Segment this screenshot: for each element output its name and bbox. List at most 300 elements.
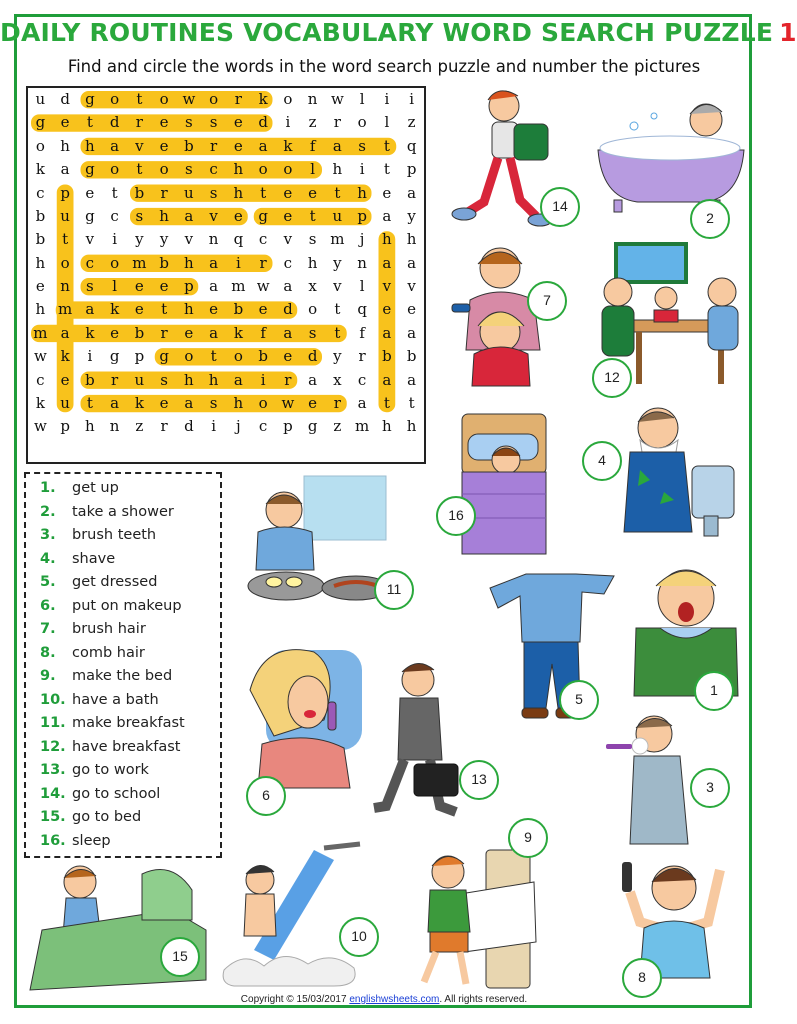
word-number: 11. xyxy=(40,715,66,731)
grid-letter[interactable]: i xyxy=(409,90,415,108)
grid-letter[interactable]: p xyxy=(283,417,293,436)
grid-letter[interactable]: n xyxy=(357,253,367,272)
grid-letter[interactable]: b xyxy=(35,230,46,249)
grid-letter[interactable]: h xyxy=(85,417,95,436)
grid-letter[interactable]: y xyxy=(159,230,169,249)
grid-letter[interactable]: b xyxy=(406,347,417,366)
grid-letter[interactable]: s xyxy=(135,206,144,225)
grid-letter[interactable]: h xyxy=(35,253,46,272)
grid-letter[interactable]: o xyxy=(209,90,219,108)
grid-letter[interactable]: e xyxy=(134,300,144,319)
word-list-item xyxy=(40,668,172,684)
grid-letter[interactable]: a xyxy=(283,277,293,295)
word-number: 8. xyxy=(40,644,56,661)
picture-sleep xyxy=(456,410,552,558)
grid-letter[interactable]: h xyxy=(233,183,244,202)
grid-letter[interactable]: e xyxy=(233,113,243,132)
grid-letter[interactable]: t xyxy=(383,160,390,179)
word-text: take a shower xyxy=(72,503,174,520)
grid-letter[interactable]: h xyxy=(184,370,194,389)
grid-letter[interactable]: u xyxy=(332,206,343,225)
word-number: 10. xyxy=(40,691,66,708)
grid-letter[interactable]: r xyxy=(135,113,143,132)
grid-letter[interactable]: t xyxy=(334,300,341,319)
grid-letter[interactable]: i xyxy=(87,347,93,366)
grid-letter[interactable]: h xyxy=(60,136,70,155)
word-number: 14. xyxy=(40,785,66,802)
word-text: brush teeth xyxy=(72,527,157,543)
grid-letter[interactable]: a xyxy=(60,323,70,342)
grid-letter[interactable]: k xyxy=(110,300,120,319)
grid-letter[interactable]: h xyxy=(233,393,244,412)
grid-letter[interactable]: z xyxy=(407,113,416,132)
grid-letter[interactable]: k xyxy=(85,323,95,342)
grid-letter[interactable]: l xyxy=(112,277,118,295)
grid-letter[interactable]: g xyxy=(85,160,95,179)
grid-letter[interactable]: c xyxy=(258,230,268,249)
grid-letter[interactable]: c xyxy=(85,253,95,272)
grid-letter[interactable]: h xyxy=(85,136,95,155)
grid-letter[interactable]: e xyxy=(35,277,45,295)
grid-letter[interactable]: o xyxy=(35,136,45,155)
grid-letter[interactable]: w xyxy=(33,417,47,436)
grid-letter[interactable]: i xyxy=(235,253,241,272)
grid-letter[interactable]: s xyxy=(160,370,168,389)
grid-letter[interactable]: r xyxy=(358,347,366,366)
grid-letter[interactable]: p xyxy=(184,277,194,295)
word-text: shave xyxy=(72,550,116,567)
grid-letter[interactable]: w xyxy=(281,393,295,412)
grid-letter[interactable]: h xyxy=(406,230,417,249)
grid-letter[interactable]: h xyxy=(184,300,194,319)
grid-letter[interactable]: e xyxy=(209,300,219,319)
grid-letter[interactable]: h xyxy=(35,300,46,319)
grid-letter[interactable]: w xyxy=(33,347,47,366)
word-text: put on makeup xyxy=(72,597,182,614)
grid-letter[interactable]: q xyxy=(357,300,367,319)
grid-letter[interactable]: a xyxy=(382,253,392,272)
grid-letter[interactable]: f xyxy=(309,136,316,155)
grid-letter[interactable]: r xyxy=(111,370,119,389)
grid-letter[interactable]: e xyxy=(110,323,120,342)
word-list-item xyxy=(40,480,119,496)
grid-letter[interactable]: n xyxy=(60,277,70,295)
grid-letter[interactable]: b xyxy=(134,183,145,202)
grid-letter[interactable]: w xyxy=(330,90,344,108)
grid-letter[interactable]: t xyxy=(210,347,217,366)
grid-letter[interactable]: i xyxy=(260,370,266,389)
man-combing-hair-icon xyxy=(600,852,750,982)
grid-letter[interactable]: b xyxy=(233,300,244,319)
grid-letter[interactable]: m xyxy=(132,253,147,272)
grid-letter[interactable]: k xyxy=(233,323,243,342)
grid-letter[interactable]: e xyxy=(134,277,144,295)
grid-letter[interactable]: e xyxy=(233,136,243,155)
grid-letter[interactable]: h xyxy=(382,230,392,249)
grid-letter[interactable]: o xyxy=(159,160,169,179)
grid-letter[interactable]: h xyxy=(184,253,194,272)
grid-letter[interactable]: o xyxy=(233,347,243,366)
picture-put-on-makeup xyxy=(244,640,364,788)
title-number: 1 xyxy=(779,18,797,47)
grid-letter[interactable]: k xyxy=(60,347,70,366)
picture-number-badge: 10 xyxy=(339,917,379,957)
grid-letter[interactable]: b xyxy=(382,347,392,366)
grid-letter[interactable]: s xyxy=(308,230,317,249)
grid-letter[interactable]: s xyxy=(308,323,317,342)
picture-number-badge: 4 xyxy=(582,441,622,481)
grid-letter[interactable]: a xyxy=(60,160,70,179)
grid-letter[interactable]: w xyxy=(256,277,270,295)
word-number: 4. xyxy=(40,550,56,567)
grid-letter[interactable]: w xyxy=(182,90,196,108)
grid-letter[interactable]: n xyxy=(307,90,318,108)
grid-letter[interactable]: h xyxy=(406,417,417,436)
grid-letter[interactable]: z xyxy=(308,113,317,132)
grid-letter[interactable]: o xyxy=(308,300,318,319)
grid-letter[interactable]: i xyxy=(285,113,291,132)
grid-letter[interactable]: r xyxy=(284,370,292,389)
grid-letter[interactable]: e xyxy=(283,206,293,225)
grid-letter[interactable]: c xyxy=(110,206,119,225)
word-text: go to work xyxy=(72,762,149,778)
man-cooking-breakfast-icon xyxy=(246,470,394,608)
grid-letter[interactable]: z xyxy=(333,417,342,436)
grid-letter[interactable]: p xyxy=(134,347,145,366)
grid-letter[interactable]: b xyxy=(258,347,268,366)
grid-letter[interactable]: v xyxy=(209,206,218,225)
grid-letter[interactable]: c xyxy=(36,370,45,389)
grid-letter[interactable]: d xyxy=(307,347,318,366)
grid-letter[interactable]: o xyxy=(283,160,293,179)
grid-letter[interactable]: h xyxy=(357,183,367,202)
grid-letter[interactable]: u xyxy=(35,90,46,108)
grid-letter[interactable]: t xyxy=(86,113,93,132)
grid-letter[interactable]: u xyxy=(60,393,70,412)
grid-letter[interactable]: a xyxy=(332,136,342,155)
picture-number-badge: 6 xyxy=(246,776,286,816)
grid-letter[interactable]: k xyxy=(134,393,144,412)
grid-letter[interactable]: e xyxy=(382,300,392,319)
grid-letter[interactable]: t xyxy=(309,206,316,225)
grid-letter[interactable]: j xyxy=(359,230,365,249)
grid-letter[interactable]: t xyxy=(86,393,93,412)
man-shaving-icon xyxy=(600,400,740,550)
grid-letter[interactable]: a xyxy=(382,206,392,225)
picture-number-badge: 8 xyxy=(622,958,662,998)
grid-letter[interactable]: r xyxy=(333,393,341,412)
grid-letter[interactable]: m xyxy=(355,417,370,436)
picture-number-badge: 1 xyxy=(694,671,734,711)
grid-letter[interactable]: t xyxy=(383,136,390,155)
grid-letter[interactable]: g xyxy=(109,347,120,366)
picture-have-a-bath xyxy=(594,86,748,216)
word-list-item xyxy=(40,645,145,661)
grid-letter[interactable]: p xyxy=(60,183,70,202)
boy-making-bed-icon xyxy=(400,842,540,992)
grid-letter[interactable]: a xyxy=(382,370,392,389)
grid-letter[interactable]: q xyxy=(233,230,244,249)
grid-letter[interactable]: t xyxy=(136,160,143,179)
grid-letter[interactable]: b xyxy=(85,370,95,389)
word-text: have breakfast xyxy=(72,738,181,755)
grid-letter[interactable]: s xyxy=(209,183,218,202)
grid-letter[interactable]: e xyxy=(159,113,169,132)
grid-letter[interactable]: e xyxy=(283,183,293,202)
grid-letter[interactable]: t xyxy=(136,90,143,108)
grid-letter[interactable]: v xyxy=(333,277,342,295)
grid-letter[interactable]: r xyxy=(160,323,168,342)
grid-letter[interactable]: e xyxy=(60,370,70,389)
grid-letter[interactable]: m xyxy=(58,300,73,319)
grid-letter[interactable]: b xyxy=(134,323,145,342)
grid-letter[interactable]: t xyxy=(111,183,118,202)
grid-letter[interactable]: e xyxy=(60,113,70,132)
grid-letter[interactable]: s xyxy=(209,393,218,412)
grid-letter[interactable]: t xyxy=(334,183,341,202)
word-number: 3. xyxy=(40,527,56,543)
grid-letter[interactable]: z xyxy=(135,417,144,436)
grid-letter[interactable]: b xyxy=(159,253,169,272)
grid-letter[interactable]: h xyxy=(307,253,318,272)
word-number: 12. xyxy=(40,738,66,755)
grid-letter[interactable]: f xyxy=(260,323,266,342)
word-number: 2. xyxy=(40,503,56,520)
grid-letter[interactable]: a xyxy=(110,136,120,155)
grid-letter[interactable]: g xyxy=(307,417,318,436)
grid-letter[interactable]: m xyxy=(330,230,345,249)
word-number: 5. xyxy=(40,574,56,590)
word-number: 7. xyxy=(40,621,56,637)
grid-letter[interactable]: l xyxy=(310,160,316,179)
grid-letter[interactable]: s xyxy=(185,113,193,132)
grid-letter[interactable]: t xyxy=(408,393,415,412)
grid-letter[interactable]: u xyxy=(184,183,194,202)
grid-letter[interactable]: r xyxy=(234,90,242,108)
grid-letter[interactable]: c xyxy=(209,160,218,179)
picture-number-badge: 14 xyxy=(540,187,580,227)
grid-letter[interactable]: k xyxy=(35,160,45,179)
grid-letter[interactable]: v xyxy=(407,277,416,295)
grid-letter[interactable]: i xyxy=(359,160,365,179)
grid-letter[interactable]: u xyxy=(60,206,70,225)
grid-letter[interactable]: s xyxy=(358,136,366,155)
grid-letter[interactable]: v xyxy=(283,230,293,249)
grid-letter[interactable]: y xyxy=(135,230,144,249)
grid-letter[interactable]: k xyxy=(35,393,45,412)
grid-letter[interactable]: d xyxy=(109,113,120,132)
grid-letter[interactable]: t xyxy=(383,393,390,412)
grid-letter[interactable]: p xyxy=(406,160,417,179)
grid-letter[interactable]: a xyxy=(308,370,318,389)
man-taking-shower-icon xyxy=(224,840,364,990)
grid-letter[interactable]: e xyxy=(382,183,392,202)
grid-letter[interactable]: n xyxy=(208,230,219,249)
grid-letter[interactable]: s xyxy=(209,113,218,132)
woman-putting-on-makeup-icon xyxy=(244,640,364,788)
grid-letter[interactable]: h xyxy=(208,370,219,389)
grid-letter[interactable]: a xyxy=(209,253,219,272)
grid-letter[interactable]: v xyxy=(135,136,144,155)
grid-letter[interactable]: r xyxy=(259,253,267,272)
grid-letter[interactable]: e xyxy=(184,323,194,342)
grid-letter[interactable]: l xyxy=(359,277,365,295)
grid-letter[interactable]: r xyxy=(160,183,168,202)
grid-letter[interactable]: j xyxy=(236,417,241,436)
grid-letter[interactable]: h xyxy=(382,417,392,436)
website-link[interactable]: englishwsheets.com xyxy=(349,994,440,1005)
grid-letter[interactable]: a xyxy=(382,323,392,342)
picture-comb-hair xyxy=(600,852,750,982)
picture-number-badge: 3 xyxy=(690,768,730,808)
grid-letter[interactable]: e xyxy=(159,136,169,155)
grid-letter[interactable]: p xyxy=(357,206,367,225)
grid-letter[interactable]: v xyxy=(184,230,194,249)
grid-letter[interactable]: y xyxy=(333,253,342,272)
grid-letter[interactable]: c xyxy=(36,183,45,202)
grid-letter[interactable]: f xyxy=(359,323,365,342)
grid-letter[interactable]: a xyxy=(357,393,367,412)
grid-letter[interactable]: g xyxy=(258,206,268,225)
word-text: go to bed xyxy=(72,809,142,825)
grid-letter[interactable]: e xyxy=(283,347,293,366)
grid-letter[interactable]: o xyxy=(357,113,367,132)
grid-letter[interactable]: u xyxy=(134,370,145,389)
grid-letter[interactable]: e xyxy=(233,206,243,225)
grid-letter[interactable]: x xyxy=(333,370,342,389)
word-number: 15. xyxy=(40,809,66,825)
grid-letter[interactable]: o xyxy=(184,347,194,366)
grid-letter[interactable]: t xyxy=(260,183,267,202)
grid-letter[interactable]: l xyxy=(359,90,365,108)
grid-letter[interactable]: t xyxy=(161,300,168,319)
grid-letter[interactable]: a xyxy=(209,277,219,295)
grid-letter[interactable]: p xyxy=(60,417,70,436)
grid-letter[interactable]: d xyxy=(60,90,70,108)
grid-letter[interactable]: o xyxy=(283,90,293,108)
grid-letter[interactable]: a xyxy=(283,323,293,342)
grid-letter[interactable]: b xyxy=(184,136,194,155)
picture-number-badge: 11 xyxy=(374,570,414,610)
grid-letter[interactable]: d xyxy=(184,417,194,436)
grid-letter[interactable]: a xyxy=(407,183,417,202)
grid-letter[interactable]: v xyxy=(382,277,392,295)
grid-cells xyxy=(28,88,424,462)
word-list-item xyxy=(40,527,156,543)
grid-letter[interactable]: g xyxy=(85,206,95,225)
word-number: 1. xyxy=(40,480,56,496)
word-text: make the bed xyxy=(72,668,173,684)
grid-letter[interactable]: g xyxy=(159,347,169,366)
word-list-item xyxy=(40,715,185,731)
word-text: sleep xyxy=(72,832,111,849)
grid-letter[interactable]: r xyxy=(333,113,341,132)
picture-number-badge: 16 xyxy=(436,496,476,536)
grid-letter[interactable]: a xyxy=(407,253,417,272)
grid-letter[interactable]: e xyxy=(308,183,318,202)
grid-letter[interactable]: a xyxy=(258,136,268,155)
grid-letter[interactable]: e xyxy=(159,277,169,295)
grid-letter[interactable]: a xyxy=(407,370,417,389)
grid-letter[interactable]: a xyxy=(184,206,194,225)
grid-letter[interactable]: v xyxy=(85,230,95,249)
grid-letter[interactable]: b xyxy=(35,206,46,225)
grid-letter[interactable]: e xyxy=(85,183,95,202)
picture-take-a-shower xyxy=(224,840,364,990)
grid-letter[interactable]: i xyxy=(112,230,118,249)
grid-letter[interactable]: l xyxy=(384,113,390,132)
grid-letter[interactable]: k xyxy=(283,136,293,155)
grid-letter[interactable]: m xyxy=(33,323,48,342)
grid-letter[interactable]: d xyxy=(258,113,268,132)
word-number: 16. xyxy=(40,832,66,849)
grid-letter[interactable]: k xyxy=(258,90,268,108)
grid-letter[interactable]: o xyxy=(110,90,120,108)
grid-letter[interactable]: s xyxy=(86,277,94,295)
page-title: DAILY ROUTINES VOCABULARY WORD SEARCH PUZZLE 1 xyxy=(0,18,797,47)
grid-letter[interactable]: i xyxy=(211,417,217,436)
grid-letter[interactable]: a xyxy=(407,323,417,342)
word-list-item xyxy=(40,551,115,567)
grid-letter[interactable]: y xyxy=(333,347,342,366)
picture-make-breakfast xyxy=(246,470,394,608)
grid-letter[interactable]: m xyxy=(231,277,246,295)
grid-letter[interactable]: c xyxy=(283,253,293,272)
grid-letter[interactable]: d xyxy=(283,300,293,319)
grid-letter[interactable]: h xyxy=(233,160,244,179)
word-text: get up xyxy=(72,480,119,496)
grid-letter[interactable]: g xyxy=(85,90,95,108)
grid-letter[interactable]: e xyxy=(159,393,169,412)
grid-letter[interactable]: t xyxy=(334,323,341,342)
grid-letter[interactable]: q xyxy=(406,136,417,155)
grid-letter[interactable]: s xyxy=(185,160,193,179)
grid-letter[interactable]: a xyxy=(209,323,219,342)
grid-letter[interactable]: c xyxy=(258,417,268,436)
grid-letter[interactable]: y xyxy=(407,206,416,225)
grid-letter[interactable]: o xyxy=(110,253,120,272)
grid-letter[interactable]: n xyxy=(109,417,120,436)
grid-letter[interactable]: e xyxy=(258,300,268,319)
grid-letter[interactable]: c xyxy=(357,370,367,389)
grid-letter[interactable]: i xyxy=(384,90,390,108)
grid-letter[interactable]: o xyxy=(258,160,268,179)
grid-letter[interactable]: e xyxy=(407,300,417,319)
grid-letter[interactable]: g xyxy=(35,113,46,132)
grid-letter[interactable]: h xyxy=(332,160,343,179)
grid-letter[interactable]: r xyxy=(210,136,218,155)
grid-letter[interactable]: o xyxy=(258,393,268,412)
grid-letter[interactable]: t xyxy=(62,230,69,249)
grid-letter[interactable]: a xyxy=(233,370,243,389)
grid-letter[interactable]: e xyxy=(308,393,318,412)
businessman-walking-to-work-icon xyxy=(360,656,480,826)
grid-letter[interactable]: r xyxy=(160,417,168,436)
grid-letter[interactable]: a xyxy=(110,393,120,412)
grid-letter[interactable]: o xyxy=(110,160,120,179)
grid-letter[interactable]: a xyxy=(184,393,194,412)
word-list-item xyxy=(40,833,111,849)
grid-letter[interactable]: x xyxy=(308,277,317,295)
word-search-grid xyxy=(26,86,426,464)
grid-letter[interactable]: h xyxy=(159,206,169,225)
grid-letter[interactable]: o xyxy=(159,90,169,108)
grid-letter[interactable]: a xyxy=(85,300,95,319)
word-list-item xyxy=(40,504,174,520)
grid-letter[interactable]: o xyxy=(60,253,70,272)
picture-number-badge: 7 xyxy=(527,281,567,321)
word-list-item xyxy=(40,598,182,614)
